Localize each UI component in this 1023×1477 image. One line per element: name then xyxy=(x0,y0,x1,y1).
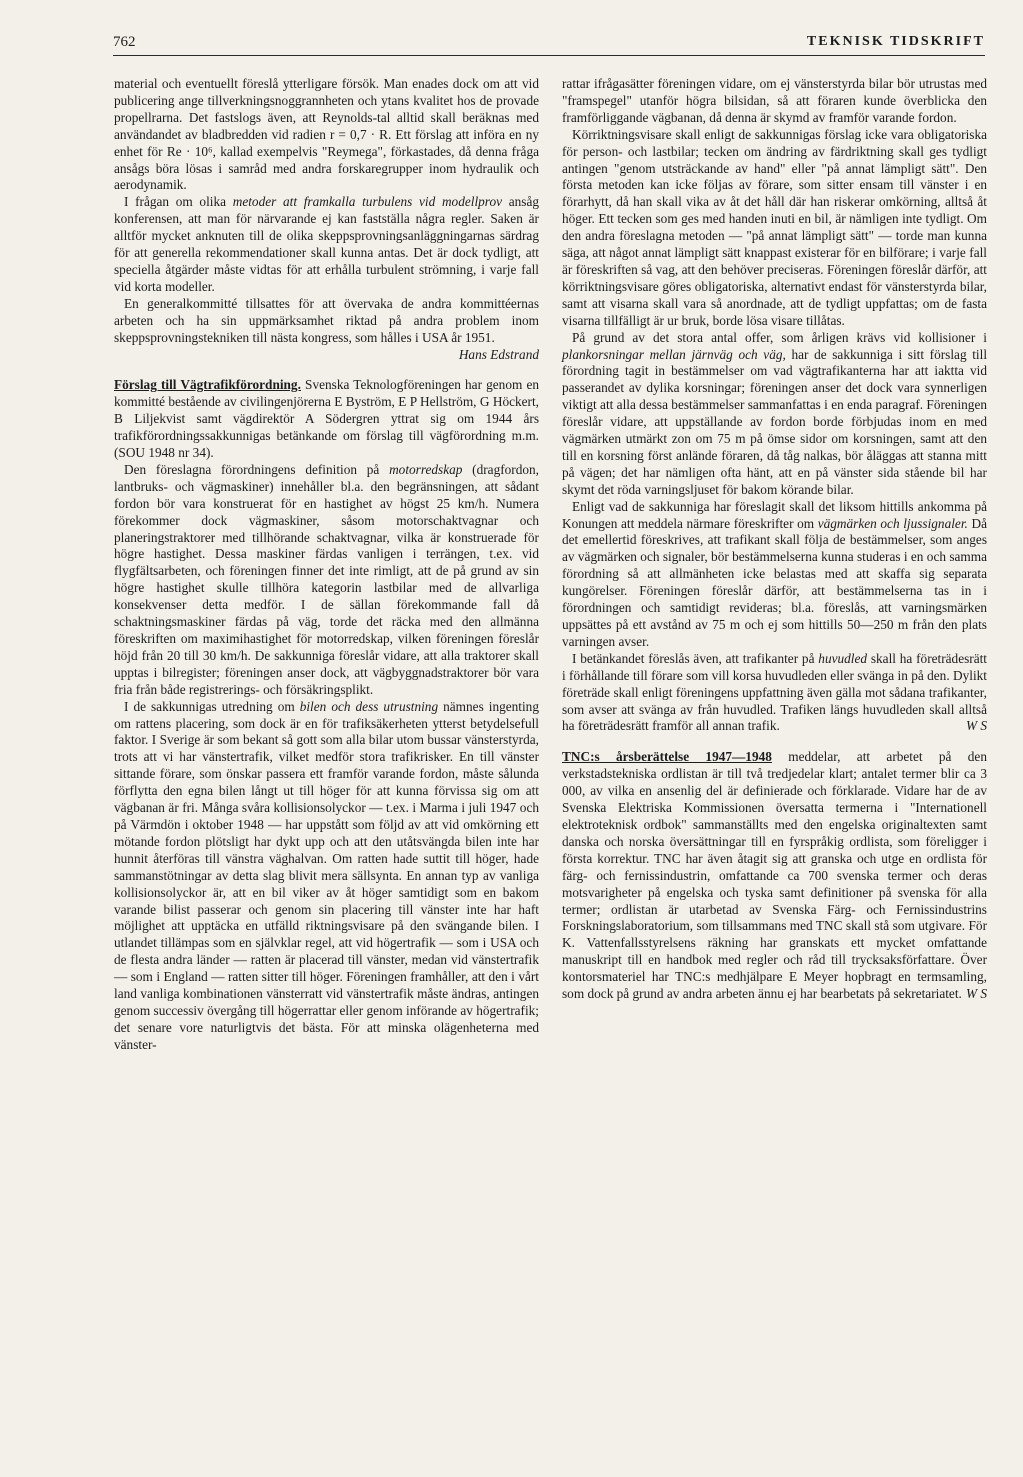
section-paragraph xyxy=(114,377,539,462)
section-paragraph xyxy=(562,749,987,1003)
signature: W S xyxy=(965,718,987,734)
emphasis: plankorsningar mellan järnväg och väg, xyxy=(562,346,786,362)
paragraph: material och eventuellt föreslå ytterligare försök. Man enades dock om att vid publicering ange tillverkningsnoggrannheten och ytans kvalitet hos de provade propellrarna. Det fastslogs även, att Reynolds-tal alltid skall beräknas med användandet av bladbredden vid radien r = 0,7 · R. Ett förslag att införa en ny enhet för Re · 10⁶, kallad exempelvis "Reymega", förkastades, då denna fråga ansågs böra lösas i samråd med andra forskaregrupper inom hydraulik och aerodynamik. xyxy=(114,76,539,193)
text: (dragfordon, lantbruks- och vägmaskiner) innehåller bl.a. den begränsningen, att sådant fordon bör vara konstruerat för en hastighet av högst 25 km/h. Numera förekommer dock vägmaskiner, såsom motorschaktvagnar och planeringstraktorer med tillhörande schaktvagnar, vilka är konstruerade för högre hastighet. Dessa maskiner färdas vanligen i terrängen, t.ex. vid flygfältsarbeten, och föreningen finner det inte rimligt, att de på grund av sin högre hastighet skulle tillhöra kategorin lastbilar med de allvarliga konsekvenser detta medför. I de sällan förekommande fall då schaktningsmaskiner färdas på väg, torde det räcka med den allmänna föreskriften om maximihastighet för motorredskap, vilken föreningen föreslår höjd från 20 till 30 km/h. De sakkunniga föreslår vidare, att alla traktorer skall upptas i bilregister; föreningen anser dock, att vägbyggnadstraktorer bör vara fria från både registrerings- och försäkringsplikt. xyxy=(114,461,540,697)
text: Den föreslagna förordningens definition på xyxy=(124,461,390,477)
paragraph: Körriktningsvisare skall enligt de sakkunnigas förslag icke vara obligatoriska för person- och lastbilar; tecken om ändring av färdriktning skall ges tydligt antingen "genom utsträckande av hand" eller "på annat lämpligt sätt". Den första metoden kan icke följas av förare, som sitter ensam till vänster i en förarhytt, då han skall vika av åt det håll där han riskerar omkörning, alltså åt höger. Ett tecken som ges med handen inuti en bil, är nämligen inte tydligt. Om den andra föreslagna metoden — "på annat lämpligt sätt" — torde man kunna säga, att något annat lämpligt sätt knappast existerar för en bilförare; i varje fall är föreskriften så vag, att den behöver preciseras. Föreningen föreslår därför, att körriktningsvisare göres obligatoriska, alternativt endast för vänsterstyrda bilar, samt att visarna skall vara så anordnade, att de tydligt uppfattas; om de fasta visarna tillfälligt är ur bruk, borde lösa visare tillåtas. xyxy=(562,126,987,328)
section-title: Förslag till Vägtrafikförordning. xyxy=(114,377,301,393)
paragraph xyxy=(562,330,987,499)
text: nämnes ingenting om rattens placering, som dock är en för trafiksäkerheten ytterst betydelsefull faktor. I Sverige är som bekant så gott som alla bilar utom bussar vänsterstyrda, trots att vi har vänstertrafik, vilket medför stora trafikrisker. En till vänster sittande förare, som önskar passera ett framför varande fordon, måste sålunda förflytta den egna bilen långt ut till höger för att kunna förvissa sig om att vägbanan är fri. Många svåra kollisionsolyckor — t.ex. i Marma i juli 1947 och på Värmdön i oktober 1948 — har uppstått som följd av att vid omkörning ett mötande fordon plötsligt har dykt upp och att den utåtsvängda bilen inte har hunnit återföras till vänstra väghalvan. Om ratten hade suttit till höger, hade sammanstötningar av detta slag blivit mera sällsynta. En annan typ av vanliga kollisionsolyckor är, att en bil viker av åt höger samtidigt som en bakom varande bilist passerar och genom sin placering till vänster inte har haft möjlighet att upptäcka en utfälld riktningsvisare på den svängande bilen. I utlandet tillämpas som en självklar regel, att vid högertrafik — som i USA och de flesta andra länder — ratten är placerad till vänster, medan vid vänstertrafik — som i England — ratten sitter till höger. Föreningen framhåller, att den i vårt land vanliga kombinationen vänsterratt vid vänstertrafik måste ändras, antingen genom successiv övergång till högerrattar eller genom införande av högertrafik; det senare vore naturligtvis det bästa. För att minska olägenheterna med vänster- xyxy=(114,698,539,1052)
text: Svenska Teknologföreningen har genom en kommitté bestående av civilingenjörerna E Byström, E P Hellström, G Höckert, B Liljekvist samt vägdirektör A Södergren yttrat sig om 1944 års trafikförordningssakkunnigas betänkande om förslag till vägförordning m.m. (SOU 1948 nr 34). xyxy=(114,377,540,461)
emphasis: huvudled xyxy=(818,650,868,666)
paragraph xyxy=(114,462,539,699)
emphasis: bilen och dess utrustning xyxy=(299,698,439,714)
emphasis: vägmärken och ljussignaler. xyxy=(817,515,968,531)
text: meddelar, att arbetet på den verkstadstekniska ordlistan är till två tredjedelar klart; antalet termer blir ca 3 000, av vilka en ansenlig del är definierade och förklarade. Vidare har de av Svenska Elektriska Kommissionen översatta termerna i "Internationell elektroteknisk ordbok" sammanställts med den engelska originaltexten samt danska och norska översättningar till en fyrspråkig ordlista, som föreligger i första korrektur. TNC har även åtagit sig att granska och utge en ordlista för färg- och fernissindustrin, omfattande ca 700 svenska termer och deras motsvarigheter på engelska och tyska samt definitioner på svenska för alla termer; ordlistan är utarbetad av Svenska Färg- och Fernissindustrins Forskningslaboratorium, som tillsammans med TNC skall stå som utgivare. För K. Vattenfallsstyrelsens räkning har granskats ett mycket omfattande manuskript till en handbok med regler och råd till trycksaksförfattare. Över kontorsmateriel har TNC:s medhjälpare E Meyer hopbragt en termsamling, som dock på grund av andra arbeten ännu ej har bearbetats på sekretariatet. xyxy=(562,749,987,1002)
paragraph: rattar ifrågasätter föreningen vidare, om ej vänsterstyrda bilar bör utrustas med "framspegel" utanför högra bilsidan, så att föraren kunde överblicka den framförliggande vägbanan, då denna är skymd av framför varande fordon. xyxy=(562,76,987,125)
section-title: TNC:s årsberättelse 1947—1948 xyxy=(562,749,772,765)
text: I de sakkunnigas utredning om xyxy=(124,698,300,714)
page-header xyxy=(113,30,985,56)
emphasis: metoder att framkalla turbulens vid modellprov xyxy=(232,194,503,210)
signature: W S xyxy=(965,986,987,1002)
journal-name: TEKNISK TIDSKRIFT xyxy=(806,34,985,49)
text: Då det emellertid föreskrives, att trafikant skall följa de bestämmelser, som anges av vägmärken och signaler, bör bestämmelserna kunna studeras i en och samma förordning så att allmänheten icke belastas med att skaffa sig separata kungörelser. Föreningen föreslår därför, att bestämmelserna tas in i förordningen och samtidigt revideras; bl.a. föreslås, att varningsmärken uppsättes på ett avstånd av 75 m och ej som hittills 50—250 m från den plats varningen avser. xyxy=(562,515,987,649)
right-column xyxy=(562,76,987,1003)
text: På grund av det stora antal offer, som årligen krävs vid kollisioner i xyxy=(572,329,987,345)
text: skall ha företrädesrätt i förhållande till förare som vill korsa huvudleden eller svänga in på den. Dylikt företräde skall enligt föreningens uppfattning även gälla mot sådana trafikanter, som avser att svänga av från huvudled. Trafiken längs huvudleden skall alltså ha företrädesrätt framför all annan trafik. xyxy=(562,650,988,734)
page-number: 762 xyxy=(113,34,136,50)
text: har de sakkunniga i sitt förslag till förordning tagit in bestämmelser om vad vägtrafikanterna har att iakttа vid passerandet av dylika korsningar; föreningen anser det dock vara synnerligen viktigt att alla dessa bestämmelser sammanfattas i en enda paragraf. Föreningen föreslår vidare, att uppställande av fordon borde förbjudas inom en med vägmärken utmärkt zon om 75 m på ömse sidor om korsningen, samt att den till en korsning först anlände föraren, då tåg nalkas, bör åläggas att stanna mitt på vägen; det har nämligen ofta hänt, att en på vänster sida stående bil har skymt det röda varningsljuset för bakom körande bilar. xyxy=(562,346,988,497)
paragraph xyxy=(562,651,987,736)
text: I frågan om olika xyxy=(124,194,233,210)
paragraph xyxy=(114,295,539,362)
header-rule xyxy=(113,55,985,56)
emphasis: motorredskap xyxy=(389,461,463,477)
text: Enligt vad de sakkunniga har föreslagit skall det liksom hittills ankomma på Konungen att meddela närmare föreskrifter om xyxy=(562,498,987,531)
paragraph xyxy=(114,699,539,1054)
text: En generalkommitté tillsattes för att övervaka de andra kommittéernas arbeten och ha sin uppmärksamhet riktad på andra problem inom skeppsprovningstekniken till nästa kongress, som hålles i USA år 1951. xyxy=(114,295,539,345)
signature: Hans Edstrand xyxy=(458,346,539,362)
text: I betänkandet föreslås även, att trafikanter på xyxy=(572,650,819,666)
paragraph xyxy=(114,194,539,295)
left-column xyxy=(114,76,539,1054)
text: ansåg konferensen, att man för närvarande ej kan fastställa några regler. Saken är alltför mycket anknuten till de olika skeppsprovningsanläggningarnas särdrag för att generella rekommendationer skall kunna antas. Det är dock tydligt, att speciella åtgärder måste vidtas för att erhålla turbulent strömning, i varje fall vid korta modeller. xyxy=(114,194,539,294)
paragraph xyxy=(562,499,987,651)
